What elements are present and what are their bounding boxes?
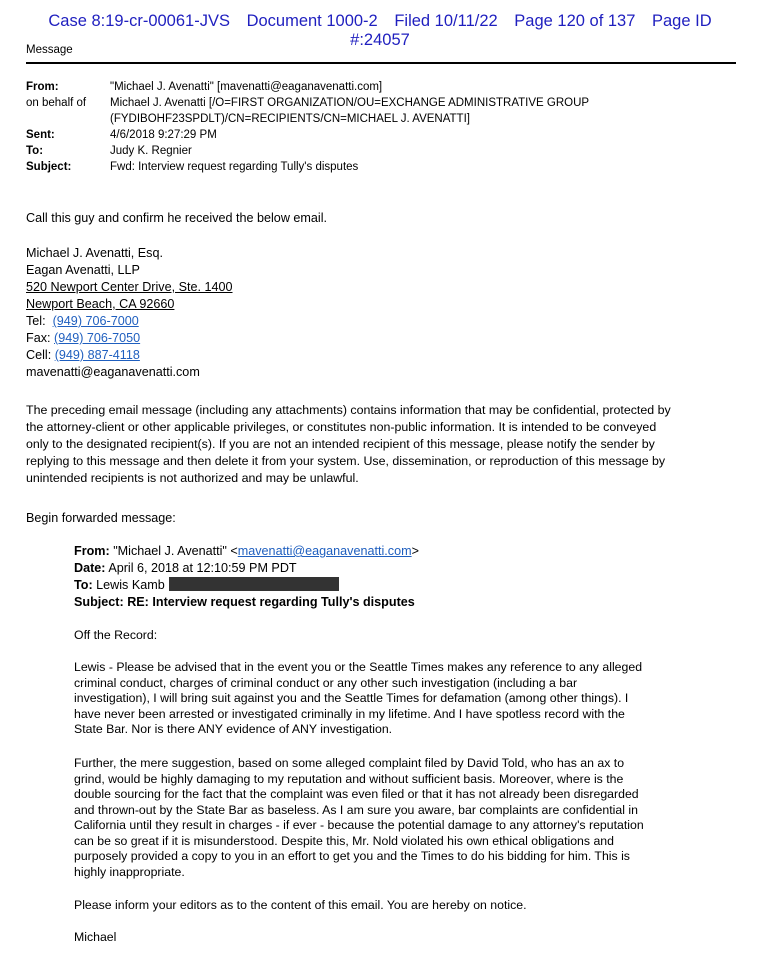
fwd-from-label: From: — [74, 544, 110, 558]
signature-firm: Eagan Avenatti, LLP — [26, 263, 140, 277]
signature-address-1[interactable]: 520 Newport Center Drive, Ste. 1400 — [26, 280, 233, 294]
behalf-label: on behalf of — [26, 97, 87, 109]
behalf-value-line2: (FYDIBOHF23SPDLT)/CN=RECIPIENTS/CN=MICHAEL J. AVENATTI] — [110, 113, 470, 125]
fwd-off-record: Off the Record: — [74, 628, 158, 642]
signature-email: mavenatti@eaganavenatti.com — [26, 365, 200, 379]
disclaimer-line-5: unintended recipients is not authorized and may be unlawful. — [26, 471, 359, 485]
from-label: From: — [26, 81, 59, 93]
fwd-to-value: Lewis Kamb — [96, 578, 165, 592]
fwd-p2-line-1: Further, the mere suggestion, based on some alleged complaint filed by David Told, who has an ax to — [74, 756, 625, 770]
behalf-value-line1: Michael J. Avenatti [/O=FIRST ORGANIZATION/OU=EXCHANGE ADMINISTRATIVE GROUP — [110, 97, 590, 109]
fwd-p2-line-3: double sourcing for the fact that the complaint was even filed or that it has not already been disregarded — [74, 787, 639, 801]
fax-link[interactable]: (949) 706-7050 — [54, 331, 141, 345]
fwd-paragraph-1 — [74, 660, 724, 738]
filed-date: Filed 10/11/22 — [394, 12, 498, 30]
fax-row — [26, 330, 726, 347]
case-header — [0, 12, 760, 50]
subject-value: Fwd: Interview request regarding Tully's disputes — [110, 161, 359, 173]
intro-line: Call this guy and confirm he received the below email. — [26, 211, 328, 225]
fwd-to-label: To: — [74, 578, 93, 592]
fwd-date-row — [74, 560, 724, 577]
case-number: Case 8:19-cr-00061-JVS — [48, 12, 230, 30]
fwd-p1-line-3: investigation), I will bring suit against you and the Seattle Times for defamation (among other things). I — [74, 691, 629, 705]
signature-block — [26, 245, 726, 381]
signature-address-2[interactable]: Newport Beach, CA 92660 — [26, 297, 175, 311]
disclaimer-line-4: replying to this message and then delete it from your system. Use, dissemination, or reproduction of this message by — [26, 454, 666, 468]
fwd-paragraph-3: Please inform your editors as to the content of this email. You are hereby on notice. — [74, 898, 527, 912]
page-id-label: Page ID — [651, 12, 712, 30]
cell-row — [26, 347, 726, 364]
disclaimer-line-2: the attorney-client or other applicable privileges, or constitutes non-public information. It is intended to be conveyed — [26, 420, 657, 434]
fwd-p1-line-5: State Bar. Nor is there ANY evidence of ANY investigation. — [74, 722, 393, 736]
subject-label: Subject: — [26, 161, 72, 173]
fwd-from-name: "Michael J. Avenatti" < — [113, 544, 238, 558]
sent-value: 4/6/2018 9:27:29 PM — [110, 129, 217, 141]
fwd-p1-line-4: have never been arrested or investigated criminally in my lifetime. And I have spotless record with the — [74, 706, 625, 721]
fwd-from-close: > — [411, 544, 419, 558]
fwd-p2-line-6: can be so great if it is misunderstood. Despite this, Mr. Nold violated his own ethical obligations and — [74, 833, 614, 848]
fwd-date-label: Date: — [74, 561, 106, 575]
fwd-p2-line-7: purposely provided a copy to you in an effort to get you and the Times to do his bidding for him. This is — [74, 849, 630, 863]
fwd-p2-line-4: and thrown-out by the State Bar as baseless. As I am sure you aware, bar complaints are confidential in — [74, 802, 638, 817]
forwarded-headers — [74, 543, 724, 611]
tel-link[interactable]: (949) 706-7000 — [52, 314, 139, 328]
fwd-subject-value: RE: Interview request regarding Tully's disputes — [127, 595, 415, 609]
fwd-from-row — [74, 543, 724, 560]
sent-label: Sent: — [26, 129, 55, 141]
fwd-p2-line-2: grind, would be highly damaging to my reputation and without sufficient basis. Moreover, where is the — [74, 771, 624, 786]
fwd-p1-line-1: Lewis - Please be advised that in the event you or the Seattle Times makes any reference to any alleged — [74, 660, 643, 674]
message-label: Message — [26, 44, 73, 56]
disclaimer — [26, 402, 726, 487]
redaction-bar — [169, 577, 339, 591]
fwd-p1-line-2: criminal conduct, charges of criminal conduct or any other such investigation (including a bar — [74, 675, 578, 690]
to-label: To: — [26, 145, 44, 157]
page-id-number: #:24057 — [350, 31, 410, 49]
tel-label: Tel: — [26, 314, 46, 328]
fwd-closing: Michael — [74, 930, 117, 944]
signature-name: Michael J. Avenatti, Esq. — [26, 246, 163, 260]
begin-forwarded: Begin forwarded message: — [26, 511, 176, 525]
fwd-subject-row — [74, 594, 724, 611]
cell-link[interactable]: (949) 887-4118 — [54, 348, 140, 362]
fwd-from-email-link[interactable]: mavenatti@eaganavenatti.com — [237, 544, 412, 558]
disclaimer-line-1: The preceding email message (including any attachments) contains information that may be confidential, protected by — [26, 403, 671, 417]
tel-row — [26, 313, 726, 330]
from-value: "Michael J. Avenatti" [mavenatti@eaganavenatti.com] — [110, 81, 383, 93]
fwd-p2-line-5: California until they result in charges - if ever - because the potential damage to any attorney's reputation — [74, 818, 644, 832]
header-divider — [26, 62, 736, 64]
disclaimer-line-3: only to the designated recipient(s). If you are not an intended recipient of this message, please notify the sender by — [26, 437, 655, 451]
fwd-paragraph-2 — [74, 756, 724, 880]
document-number: Document 1000-2 — [246, 12, 378, 30]
cell-label: Cell: — [26, 348, 52, 362]
page-count: Page 120 of 137 — [514, 12, 636, 30]
fax-label: Fax: — [26, 331, 51, 345]
fwd-p2-line-8: highly inappropriate. — [74, 864, 185, 879]
fwd-to-row — [74, 577, 724, 594]
fwd-date-value: April 6, 2018 at 12:10:59 PM PDT — [108, 561, 297, 575]
email-body — [26, 210, 726, 227]
to-value: Judy K. Regnier — [110, 145, 192, 157]
fwd-subject-label: Subject: — [74, 595, 124, 609]
